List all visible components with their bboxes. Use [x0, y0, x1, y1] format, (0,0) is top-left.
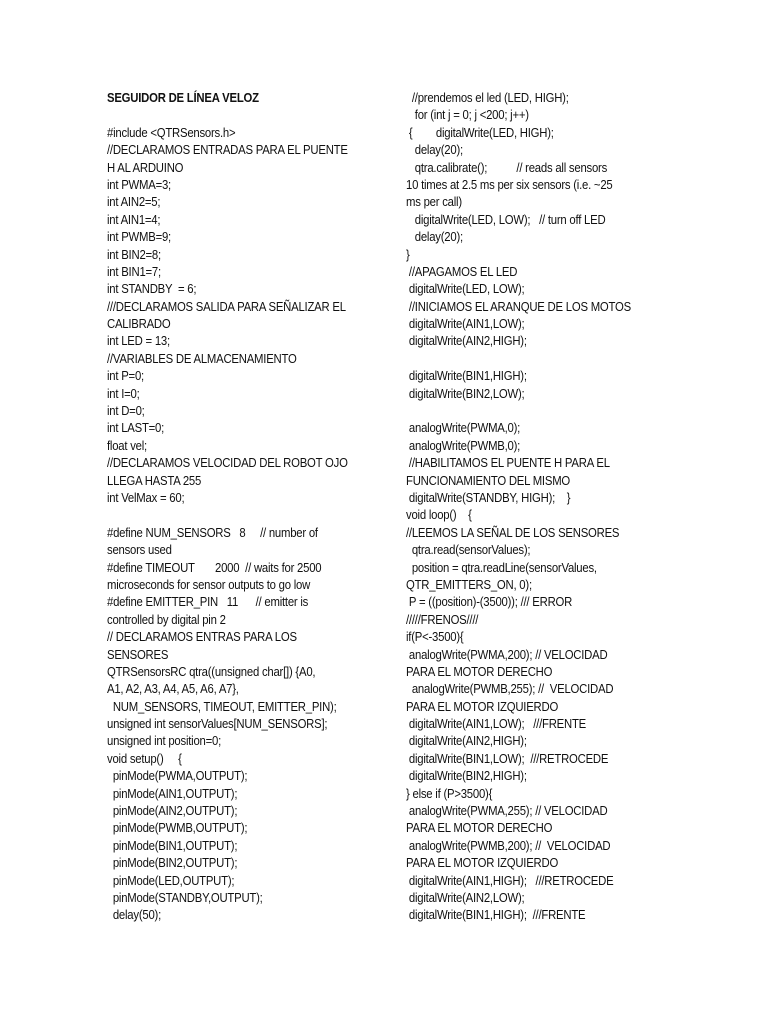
code-line: sensors used: [107, 543, 172, 558]
code-line: int AIN2=5;: [107, 195, 161, 210]
code-line: PARA EL MOTOR DERECHO: [406, 664, 553, 679]
code-line: //INICIAMOS EL ARANQUE DE LOS MOTOS: [406, 299, 631, 314]
code-line: int LED = 13;: [107, 334, 170, 349]
code-line: int I=0;: [107, 386, 140, 401]
code-line: int STANDBY = 6;: [107, 282, 197, 297]
code-line: float vel;: [107, 438, 147, 453]
code-line: digitalWrite(AIN1,LOW); ///FRENTE: [406, 717, 586, 732]
code-line: analogWrite(PWMA,0);: [406, 421, 521, 436]
code-line: PARA EL MOTOR IZQUIERDO: [406, 856, 559, 871]
code-line: QTR_EMITTERS_ON, 0);: [406, 577, 532, 592]
code-line: analogWrite(PWMB,255); // VELOCIDAD: [406, 682, 614, 697]
code-line: if(P<-3500){: [406, 630, 464, 645]
code-line: digitalWrite(AIN1,HIGH); ///RETROCEDE: [406, 873, 614, 888]
code-line: H AL ARDUINO: [107, 160, 184, 175]
code-line: int PWMA=3;: [107, 177, 171, 192]
code-line: digitalWrite(LED, LOW);: [406, 282, 525, 297]
code-line: //HABILITAMOS EL PUENTE H PARA EL: [406, 456, 610, 471]
code-line: ///DECLARAMOS SALIDA PARA SEÑALIZAR EL: [107, 299, 346, 314]
code-line: digitalWrite(AIN1,LOW);: [406, 317, 525, 332]
code-line: [107, 107, 368, 124]
code-line: ms per call): [406, 195, 462, 210]
code-line: [406, 403, 667, 420]
code-line: void loop() {: [406, 508, 472, 523]
code-line: P = ((position)-(3500)); /// ERROR: [406, 595, 573, 610]
code-line: //APAGAMOS EL LED: [406, 264, 518, 279]
code-line: [107, 507, 368, 524]
code-line: digitalWrite(BIN1,LOW); ///RETROCEDE: [406, 751, 609, 766]
code-line: 10 times at 2.5 ms per six sensors (i.e. ~25: [406, 177, 613, 192]
code-line: delay(50);: [107, 908, 161, 923]
code-line: unsigned int position=0;: [107, 734, 222, 749]
code-line: analogWrite(PWMA,200); // VELOCIDAD: [406, 647, 608, 662]
code-line: controlled by digital pin 2: [107, 612, 226, 627]
code-line: digitalWrite(STANDBY, HIGH); }: [406, 490, 571, 505]
code-line: SENSORES: [107, 647, 169, 662]
code-line: pinMode(LED,OUTPUT);: [107, 873, 235, 888]
code-line: //VARIABLES DE ALMACENAMIENTO: [107, 351, 297, 366]
code-line: } else if (P>3500){: [406, 786, 493, 801]
code-line: #define TIMEOUT 2000 // waits for 2500: [107, 560, 322, 575]
code-line: [406, 351, 667, 368]
code-line: LLEGA HASTA 255: [107, 473, 202, 488]
code-line: #define EMITTER_PIN 11 // emitter is: [107, 595, 309, 610]
code-line: qtra.read(sensorValues);: [406, 543, 531, 558]
right-code-column: [406, 90, 667, 925]
code-line: digitalWrite(LED, LOW); // turn off LED: [406, 212, 606, 227]
code-line: int VelMax = 60;: [107, 490, 185, 505]
document-title: SEGUIDOR DE LÍNEA VELOZ: [107, 91, 259, 105]
code-line: PARA EL MOTOR IZQUIERDO: [406, 699, 559, 714]
code-line: // DECLARAMOS ENTRAS PARA LOS: [107, 630, 297, 645]
code-line: analogWrite(PWMB,0);: [406, 438, 521, 453]
code-line: #include <QTRSensors.h>: [107, 125, 236, 140]
code-line: A1, A2, A3, A4, A5, A6, A7},: [107, 682, 239, 697]
code-line: QTRSensorsRC qtra((unsigned char[]) {A0,: [107, 664, 316, 679]
code-line: int D=0;: [107, 404, 145, 419]
code-line: digitalWrite(BIN1,HIGH);: [406, 369, 527, 384]
code-line: //DECLARAMOS ENTRADAS PARA EL PUENTE: [107, 143, 348, 158]
code-line: #define NUM_SENSORS 8 // number of: [107, 525, 318, 540]
code-line: pinMode(PWMA,OUTPUT);: [107, 769, 248, 784]
code-line: pinMode(STANDBY,OUTPUT);: [107, 890, 263, 905]
code-line: pinMode(AIN1,OUTPUT);: [107, 786, 238, 801]
code-line: //DECLARAMOS VELOCIDAD DEL ROBOT OJO: [107, 456, 348, 471]
code-line: delay(20);: [406, 230, 463, 245]
code-line: pinMode(BIN1,OUTPUT);: [107, 838, 238, 853]
code-line: int BIN2=8;: [107, 247, 161, 262]
code-line: for (int j = 0; j <200; j++): [406, 108, 529, 123]
code-line: pinMode(AIN2,OUTPUT);: [107, 804, 238, 819]
code-line: digitalWrite(BIN1,HIGH); ///FRENTE: [406, 908, 586, 923]
code-line: PARA EL MOTOR DERECHO: [406, 821, 553, 836]
code-line: pinMode(BIN2,OUTPUT);: [107, 856, 238, 871]
code-line: int P=0;: [107, 369, 144, 384]
code-line: digitalWrite(BIN2,HIGH);: [406, 769, 527, 784]
code-line: int LAST=0;: [107, 421, 165, 436]
code-line: /////FRENOS////: [406, 612, 479, 627]
code-line: int AIN1=4;: [107, 212, 161, 227]
code-line: FUNCIONAMIENTO DEL MISMO: [406, 473, 570, 488]
code-line: digitalWrite(AIN2,HIGH);: [406, 734, 527, 749]
code-line: //LEEMOS LA SEÑAL DE LOS SENSORES: [406, 525, 620, 540]
code-line: digitalWrite(AIN2,HIGH);: [406, 334, 527, 349]
code-line: microseconds for sensor outputs to go low: [107, 577, 311, 592]
code-line: unsigned int sensorValues[NUM_SENSORS];: [107, 717, 328, 732]
code-line: { digitalWrite(LED, HIGH);: [406, 125, 554, 140]
code-line: }: [406, 247, 410, 262]
code-line: digitalWrite(AIN2,LOW);: [406, 890, 525, 905]
code-line: //prendemos el led (LED, HIGH);: [406, 91, 569, 105]
left-code-column: [107, 90, 368, 925]
code-line: analogWrite(PWMB,200); // VELOCIDAD: [406, 838, 611, 853]
code-line: qtra.calibrate(); // reads all sensors: [406, 160, 608, 175]
code-line: void setup() {: [107, 751, 182, 766]
code-line: position = qtra.readLine(sensorValues,: [406, 560, 597, 575]
code-line: delay(20);: [406, 143, 463, 158]
code-line: NUM_SENSORS, TIMEOUT, EMITTER_PIN);: [107, 699, 337, 714]
code-line: int BIN1=7;: [107, 264, 161, 279]
code-line: CALIBRADO: [107, 317, 171, 332]
code-line: pinMode(PWMB,OUTPUT);: [107, 821, 248, 836]
code-line: digitalWrite(BIN2,LOW);: [406, 386, 525, 401]
code-line: int PWMB=9;: [107, 230, 171, 245]
code-line: analogWrite(PWMA,255); // VELOCIDAD: [406, 804, 608, 819]
